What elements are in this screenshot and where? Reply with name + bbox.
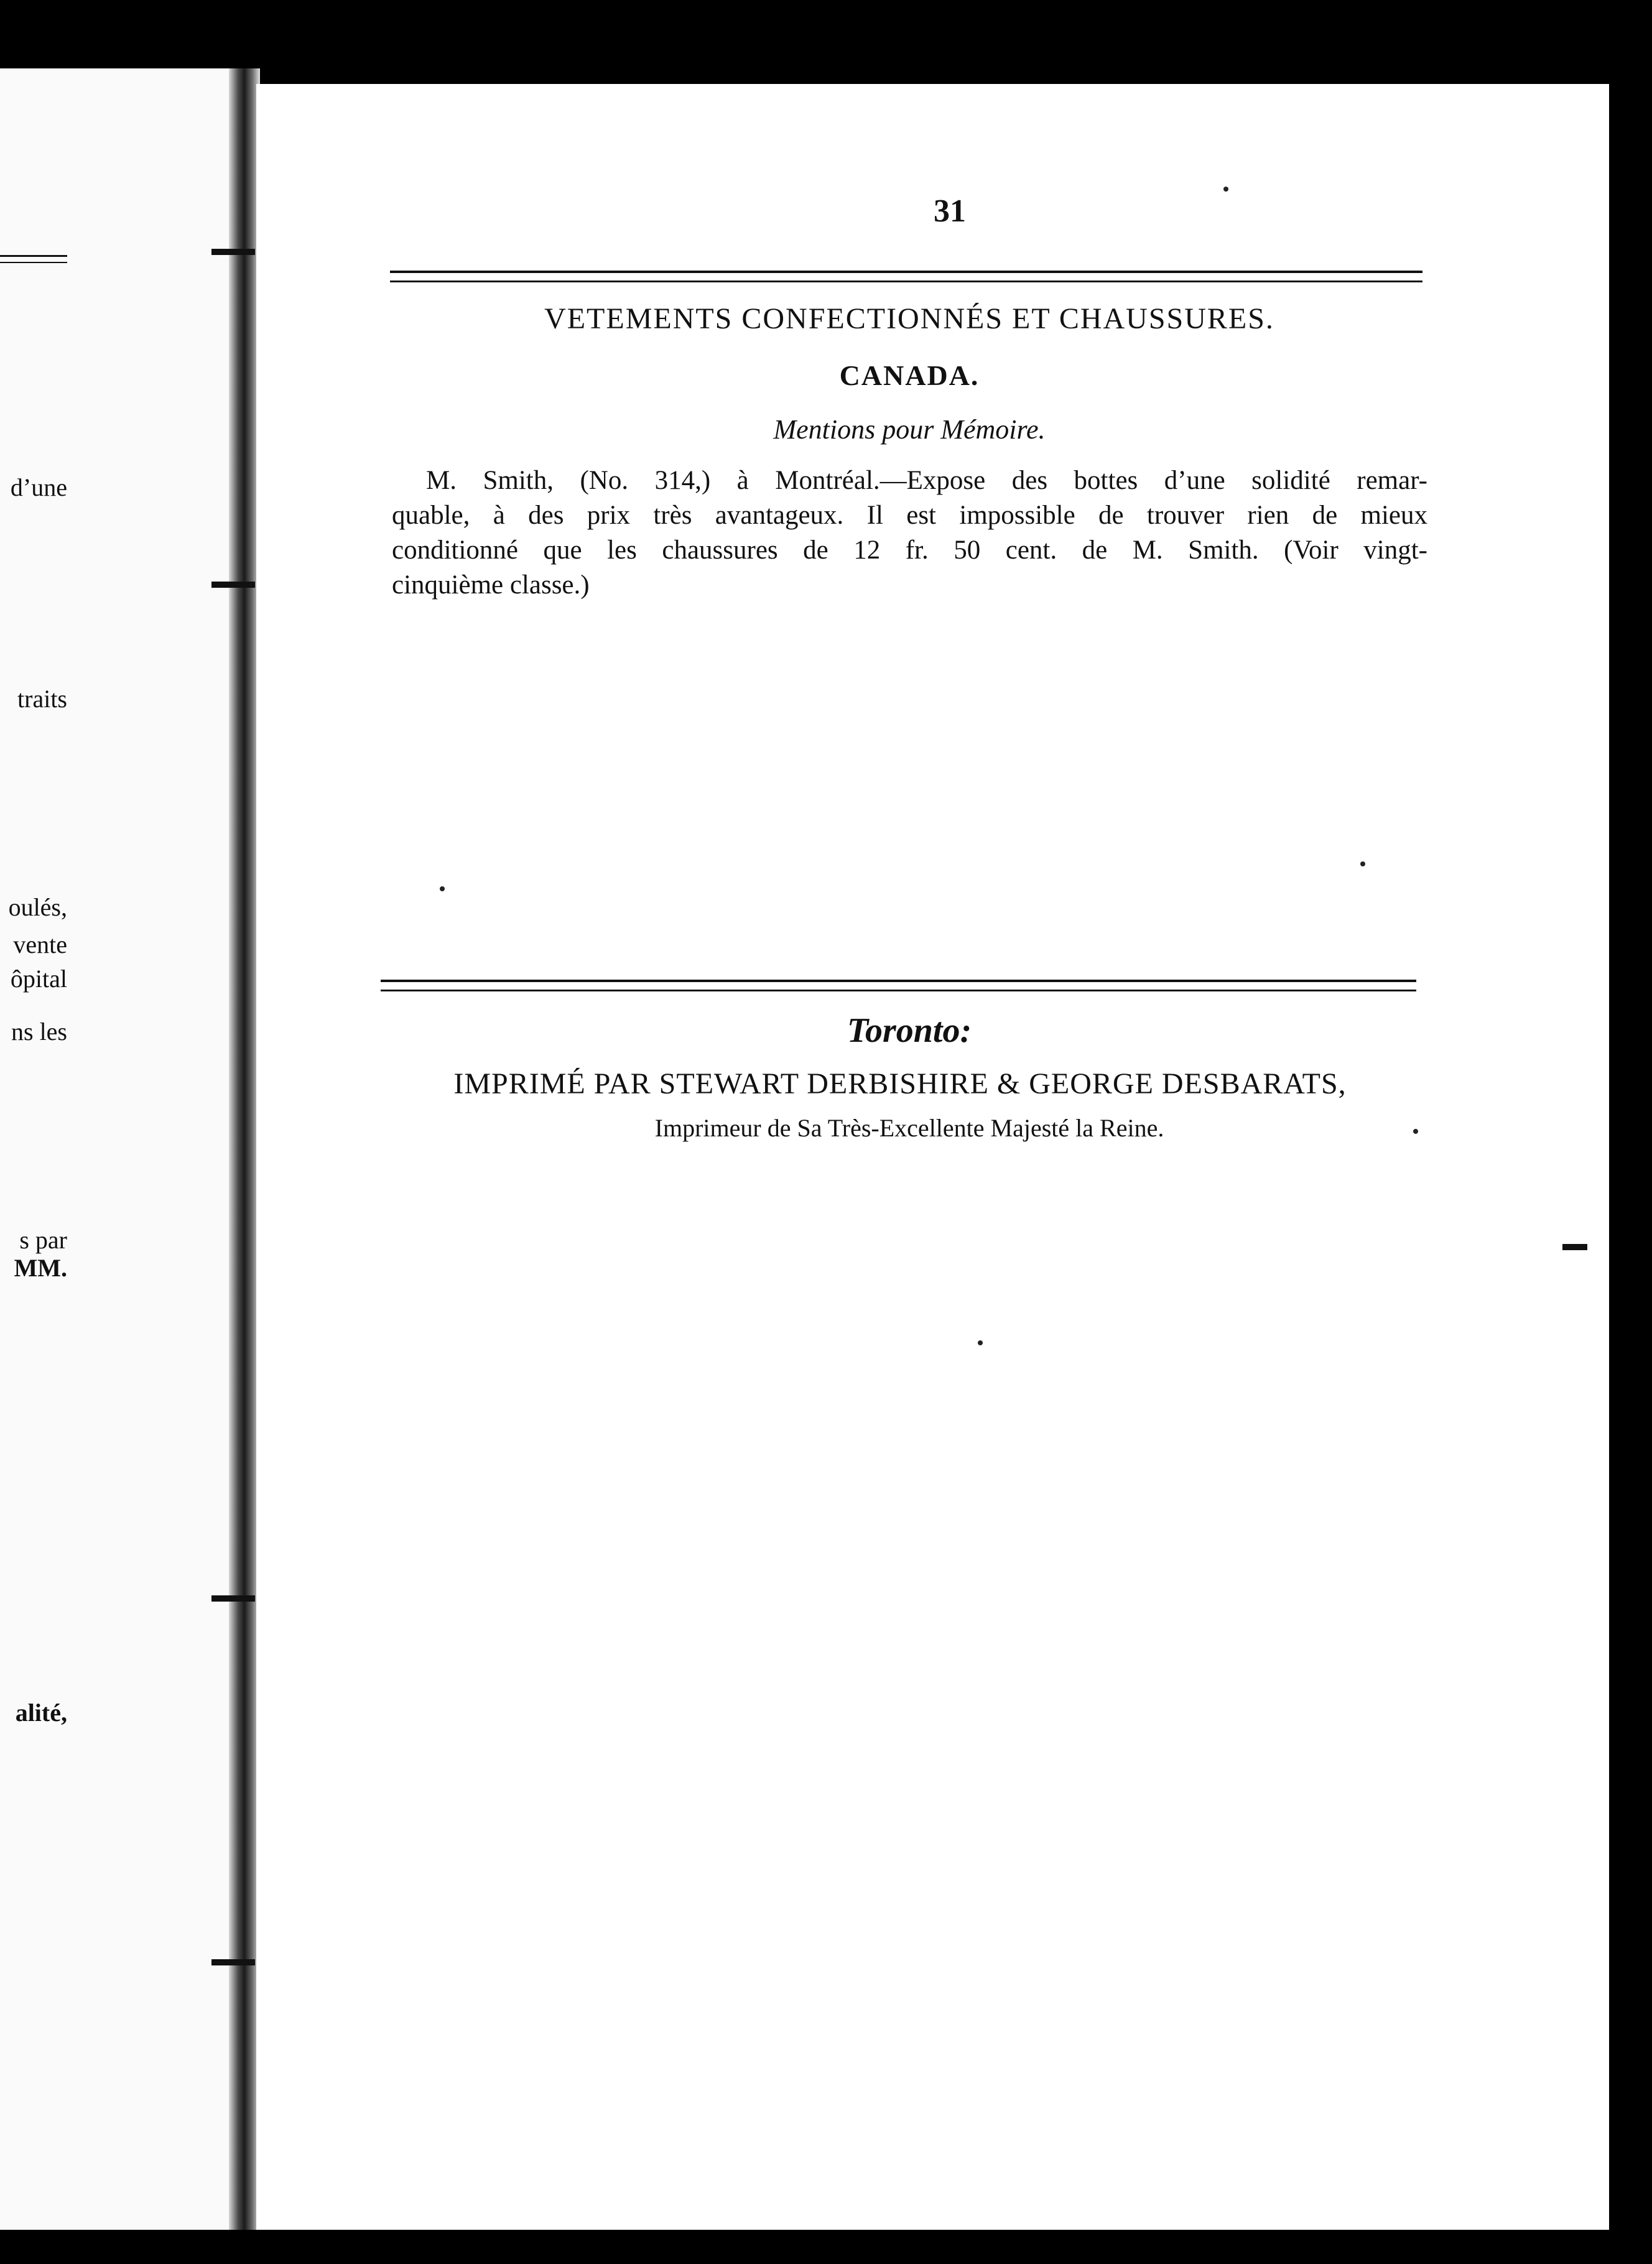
subheading: Mentions pour Mémoire. — [773, 414, 1046, 445]
left-fragment: ôpital — [10, 965, 67, 993]
country-heading: CANADA. — [839, 360, 980, 391]
exhibitor-entry — [392, 463, 1427, 603]
left-fragment: ns les — [11, 1018, 67, 1046]
ink-speck — [1360, 861, 1365, 866]
left-fragment: vente — [13, 930, 67, 958]
left-fragment: alité, — [15, 1699, 67, 1727]
page-edge-mark — [1562, 1244, 1587, 1250]
ink-speck — [1413, 1129, 1418, 1134]
book-spine — [229, 68, 260, 2230]
left-facing-page — [0, 68, 233, 2230]
entry-line: M. Smith, (No. 314,) à Montréal.—Expose des bottes d’une solidité remar- — [426, 466, 1427, 495]
binding-stitch — [211, 582, 255, 588]
page-number: 31 — [934, 193, 966, 229]
entry-line: cinquième classe.) — [392, 570, 590, 600]
header-rule — [390, 271, 1422, 282]
binding-stitch — [211, 1959, 255, 1965]
section-title: VETEMENTS CONFECTIONNÉS ET CHAUSSURES. — [544, 302, 1274, 335]
left-fragment: d’une — [10, 473, 67, 501]
imprint-place: Toronto: — [847, 1011, 972, 1050]
left-fragment: MM. — [14, 1254, 67, 1282]
left-fragment: oulés, — [8, 893, 67, 921]
entry-line: conditionné que les chaussures de 12 fr. 50 cent. de M. Smith. (Voir vingt- — [392, 536, 1427, 565]
ink-speck — [440, 886, 445, 891]
imprint-printer-title: Imprimeur de Sa Très-Excellente Majesté la Reine. — [654, 1114, 1164, 1142]
footer-rule — [381, 980, 1416, 991]
binding-stitch — [211, 1595, 255, 1602]
binding-stitch — [211, 249, 255, 255]
imprint-printer: IMPRIMÉ PAR STEWART DERBISHIRE & GEORGE DESBARATS, — [453, 1067, 1347, 1100]
main-page — [256, 84, 1609, 2230]
left-fragment: traits — [17, 685, 67, 713]
entry-line: quable, à des prix très avantageux. Il est impossible de trouver rien de mieux — [392, 501, 1427, 530]
left-page-rule — [0, 255, 67, 263]
ink-speck — [978, 1340, 983, 1345]
ink-speck — [1223, 187, 1228, 192]
left-fragment: s par — [19, 1226, 67, 1254]
